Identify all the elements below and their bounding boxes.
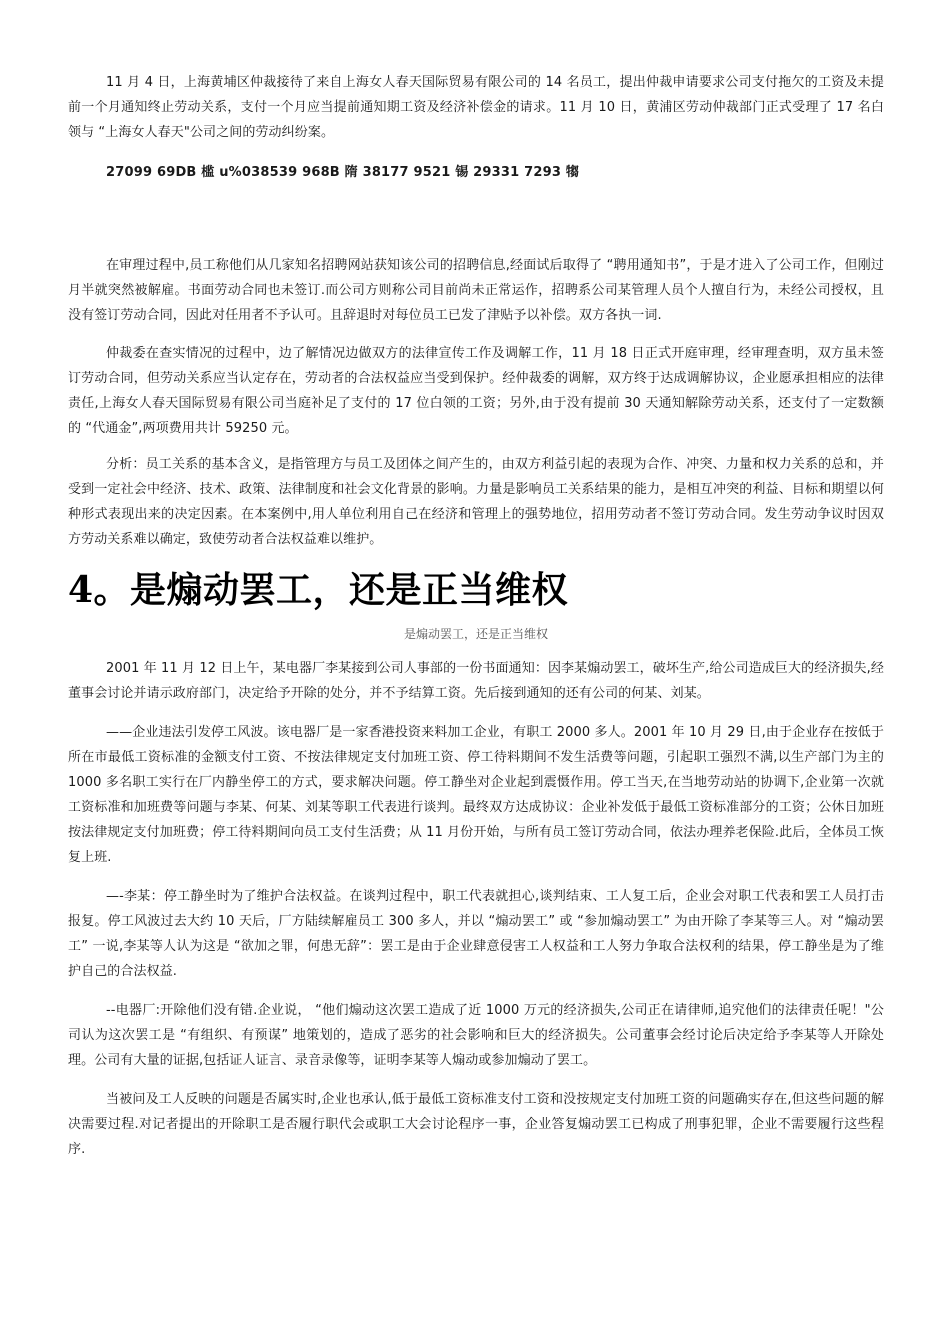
paragraph-trial-process: 在审理过程中,员工称他们从几家知名招聘网站获知该公司的招聘信息,经面试后取得了 “聘用通知书”，于是才进入了公司工作，但刚过月半就突然被解雇。书面劳动合同也未签订.而公司方则称公司目前尚未正常运作，招聘系公司某管理人员个人擅自行为，未经公司授权，且没有签订劳动合同，因此对任用者不予认可。且辞退时对每位员工已发了津贴予以补偿。双方各执一词.	[68, 258, 884, 323]
paragraph-factory-statement: --电器厂:开除他们没有错.企业说， “他们煽动这次罢工造成了近 1000 万元的经济损失,公司正在请律师,追究他们的法律责任呢！"公司认为这次罢工是 “有组织、有预谋” 地策划的，造成了恶劣的社会影响和巨大的经济损失。公司董事会经讨论后决定给予李某等人开除处理。公司有大量的证据,包括证人证言、录音录像等，证明李某等人煽动或参加煽动了罢工。	[68, 1003, 884, 1068]
section-subtitle: 是煽动罢工，还是正当维权	[403, 627, 548, 641]
paragraph-analysis: 分析：员工关系的基本含义，是指管理方与员工及团体之间产生的，由双方利益引起的表现为合作、冲突、力量和权力关系的总和，并受到一定社会中经济、技术、政策、法律制度和社会文化背景的影响。力量是影响员工关系结果的能力，是相互冲突的利益、目标和期望以何种形式表现出来的决定因素。在本案例中,用人单位利用自己在经济和管理上的强势地位，招用劳动者不签订劳动合同。发生劳动争议时因双方劳动关系难以确定，致使劳动者合法权益难以维护。	[68, 457, 884, 547]
paragraph-mediation-result: 仲裁委在查实情况的过程中，边了解情况边做双方的法律宣传工作及调解工作，11 月 18 日正式开庭审理，经审理查明，双方虽未签订劳动合同，但劳动关系应当认定存在，劳动者的合法权益应当受到保护。经仲裁委的调解，双方终于达成调解协议，企业愿承担相应的法律责任,上海女人春天国际贸易有限公司当庭补足了支付的 17 位白领的工资；另外,由于没有提前 30 天通知解除劳动关系，还支付了一定数额的 “代通金”,两项费用共计 59250 元。	[68, 346, 884, 436]
document-page	[68, 70, 884, 1162]
paragraph-company-response: 当被问及工人反映的问题是否属实时,企业也承认,低于最低工资标准支付工资和没按规定支付加班工资的问题确实存在,但这些问题的解决需要过程.对记者提出的开除职工是否履行职代会或职工大会讨论程序一事，企业答复煽动罢工已构成了刑事犯罪，企业不需要履行这些程序.	[68, 1092, 884, 1157]
section-heading: 4。是煽动罢工，还是正当维权	[68, 569, 569, 611]
encoded-characters-line: 27099 69DB 槛 u%038539 968B 隋 38177 9521 锡 29331 7293 犓	[106, 165, 580, 180]
paragraph-dismissal-notice: 2001 年 11 月 12 日上午，某电器厂李某接到公司人事部的一份书面通知：因李某煽动罢工，破坏生产,给公司造成巨大的经济损失,经董事会讨论并请示政府部门，决定给予开除的处分，并不予结算工资。先后接到通知的还有公司的何某、刘某。	[68, 661, 884, 701]
paragraph-li-statement: —-李某：停工静坐时为了维护合法权益。在谈判过程中，职工代表就担心,谈判结束、工人复工后，企业会对职工代表和罢工人员打击报复。停工风波过去大约 10 天后，厂方陆续解雇员工 300 多人，并以 “煽动罢工” 或 “参加煽动罢工” 为由开除了李某等三人。对 “煽动罢工” 一说,李某等人认为这是 “欲加之罪，何患无辞”：罢工是由于企业肆意侵害工人权益和工人努力争取合法权利的结果，停工静坐是为了维护自己的合法权益.	[68, 889, 884, 979]
paragraph-work-stoppage: ——企业违法引发停工风波。该电器厂是一家香港投资来料加工企业，有职工 2000 多人。2001 年 10 月 29 日,由于企业存在按低于所在市最低工资标准的金额支付工资、不按法律规定支付加班工资、停工待料期间不发生活费等问题，引起职工强烈不满,以生产部门为主的 1000 多名职工实行在厂内静坐停工的方式，要求解决问题。停工静坐对企业起到震慑作用。停工当天,在当地劳动站的协调下,企业第一次就工资标准和加班费等问题与李某、何某、刘某等职工代表进行谈判。最终双方达成协议：企业补发低于最低工资标准部分的工资；公休日加班按法律规定支付加班费；停工待料期间向员工支付生活费；从 11 月份开始，与所有员工签订劳动合同，依法办理养老保险.此后，全体员工恢复上班.	[68, 725, 884, 865]
paragraph-arbitration-intake: 11 月 4 日，上海黄埔区仲裁接待了来自上海女人春天国际贸易有限公司的 14 名员工，提出仲裁申请要求公司支付拖欠的工资及未提前一个月通知终止劳动关系，支付一个月应当提前通知期工资及经济补偿金的请求。11 月 10 日，黄浦区劳动仲裁部门正式受理了 17 名白领与 “上海女人春天"公司之间的劳动纠纷案。	[68, 75, 884, 140]
